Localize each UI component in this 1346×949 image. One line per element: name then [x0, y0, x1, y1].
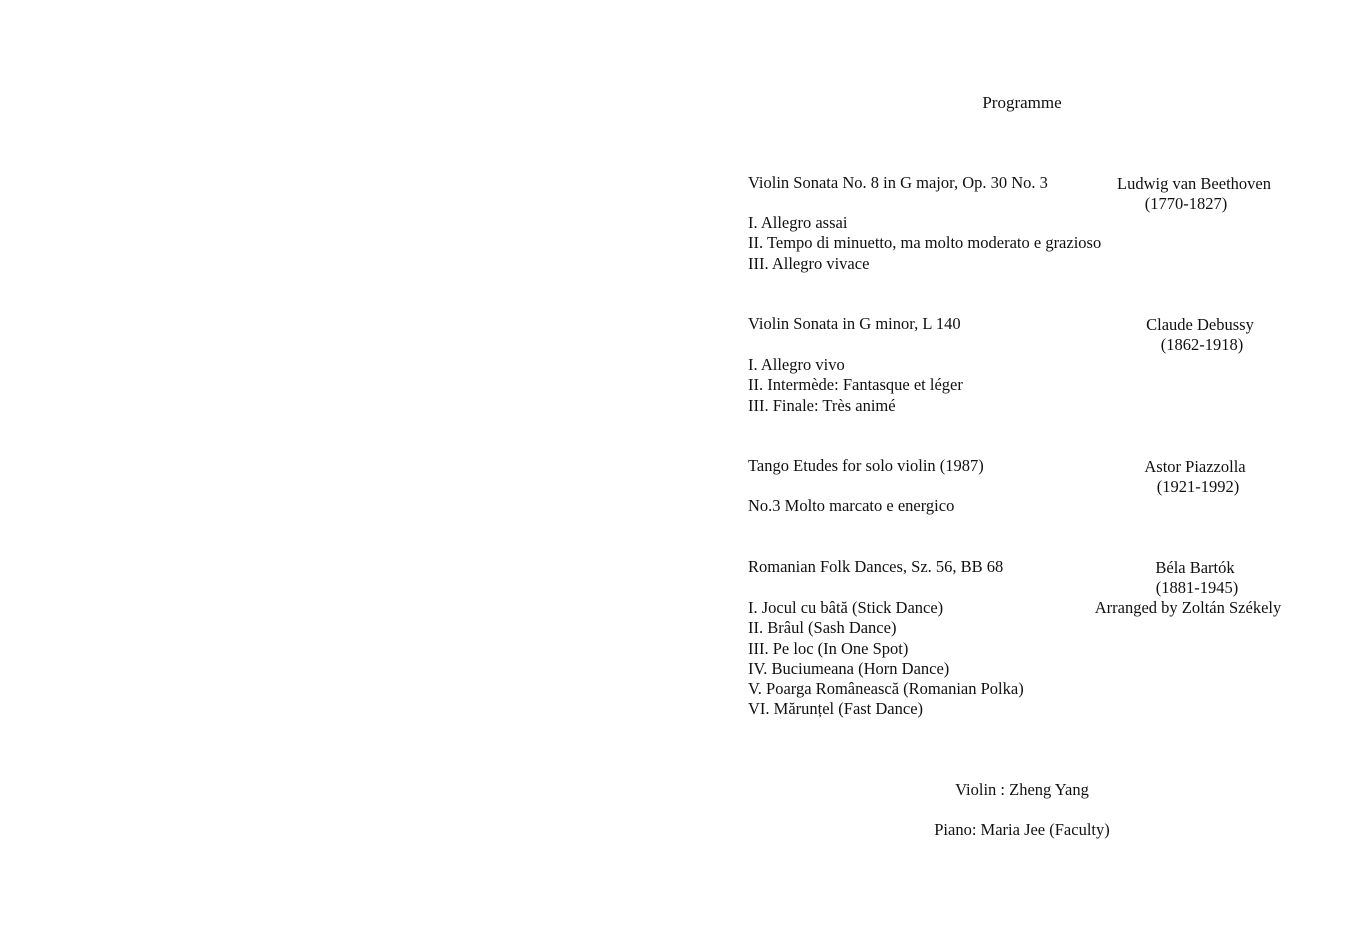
- composer-dates: (1770-1827): [1144, 194, 1228, 213]
- piece-title-beethoven: Violin Sonata No. 8 in G major, Op. 30 No. 3: [748, 173, 1048, 192]
- composer-block-debussy: [1100, 315, 1300, 355]
- movement-item: VI. Mărunțel (Fast Dance): [748, 699, 924, 719]
- composer-dates: (1862-1918): [1160, 335, 1244, 354]
- movement-list-beethoven: [748, 213, 1101, 274]
- piece-title-piazzolla: Tango Etudes for solo violin (1987): [748, 456, 984, 475]
- movement-item: II. Intermède: Fantasque et léger: [748, 375, 963, 395]
- movement-item: III. Pe loc (In One Spot): [748, 638, 909, 658]
- performer-piano: Piano: Maria Jee (Faculty): [934, 820, 1110, 839]
- page-title: Programme: [982, 93, 1062, 112]
- movement-item: II. Tempo di minuetto, ma molto moderato e grazioso: [748, 233, 1102, 253]
- movement-list-bartok: [748, 598, 1024, 720]
- piece-title-debussy: Violin Sonata in G minor, L 140: [748, 314, 961, 333]
- composer-block-bartok: [1088, 558, 1288, 618]
- composer-name: Astor Piazzolla: [1144, 457, 1246, 476]
- arranger-credit: Arranged by Zoltán Székely: [1094, 598, 1282, 617]
- movement-item: III. Finale: Très animé: [748, 395, 896, 415]
- piece-title-bartok: Romanian Folk Dances, Sz. 56, BB 68: [748, 557, 1004, 576]
- composer-block-piazzolla: [1095, 457, 1295, 497]
- performer-violin: Violin : Zheng Yang: [955, 780, 1089, 799]
- movement-list-piazzolla: [748, 496, 954, 516]
- movement-item: I. Allegro assai: [748, 213, 848, 232]
- movement-item: No.3 Molto marcato e energico: [748, 496, 955, 515]
- composer-name: Ludwig van Beethoven: [1117, 174, 1271, 193]
- movement-list-debussy: [748, 355, 963, 416]
- composer-dates: (1881-1945): [1155, 578, 1239, 597]
- movement-item: IV. Buciumeana (Horn Dance): [748, 658, 950, 678]
- movement-item: I. Allegro vivo: [748, 355, 845, 374]
- movement-item: V. Poarga Românească (Romanian Polka): [748, 679, 1024, 699]
- composer-name: Béla Bartók: [1155, 558, 1235, 577]
- movement-item: II. Brâul (Sash Dance): [748, 618, 897, 638]
- composer-dates: (1921-1992): [1156, 477, 1240, 496]
- composer-name: Claude Debussy: [1146, 315, 1254, 334]
- movement-item: III. Allegro vivace: [748, 253, 870, 273]
- movement-item: I. Jocul cu bâtă (Stick Dance): [748, 598, 944, 617]
- composer-block-beethoven: [1094, 174, 1294, 214]
